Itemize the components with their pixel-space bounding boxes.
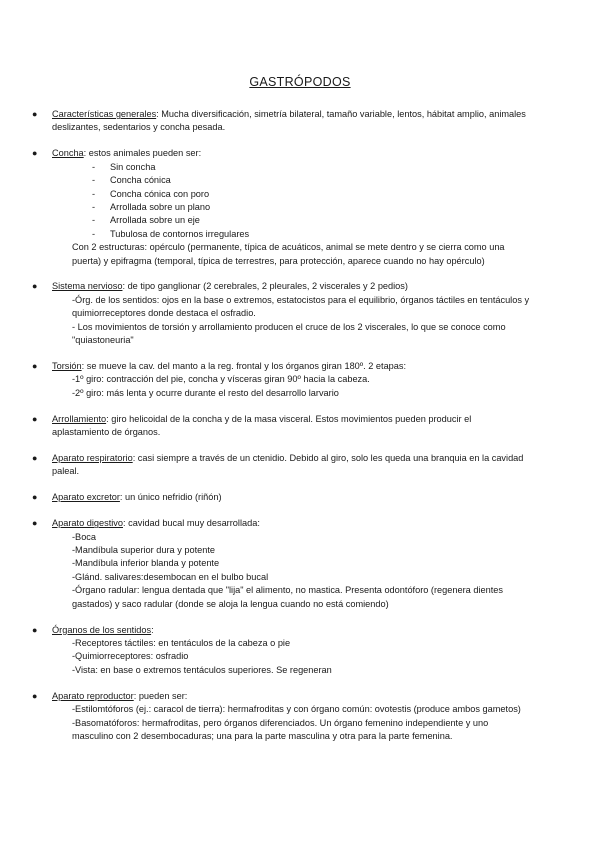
section-heading: Aparato excretor xyxy=(52,492,120,503)
sub-line: -Mandíbula superior dura y potente xyxy=(72,545,216,556)
bullet-icon: ● xyxy=(32,109,38,119)
section-heading: Sistema nervioso xyxy=(52,281,123,292)
sub-line: -Vista: en base o extremos tentáculos superiores. Se regeneran xyxy=(72,664,332,675)
section-heading: Arrollamiento xyxy=(52,413,107,424)
list-item: - Arrollada sobre un eje xyxy=(92,215,200,226)
section-text: : pueden ser: xyxy=(133,690,188,701)
section-arrollamiento xyxy=(30,413,530,440)
section-text: : casi siempre a través de un ctenidio. Debido al giro, solo les queda una branquia en la cavidad paleal. xyxy=(52,453,524,477)
section-text: : giro helicoidal de la concha y de la masa visceral. Estos movimientos pueden producir el aplastamiento de órganos. xyxy=(52,413,472,438)
section-text: : un único nefridio (riñón) xyxy=(119,492,222,503)
list-item: - Arrollada sobre un plano xyxy=(92,201,211,212)
sub-line: -Quimiorreceptores: osfradio xyxy=(72,651,189,662)
sub-line: -Glánd. salivares:desembocan en el bulbo bucal xyxy=(72,571,269,582)
bullet-icon: ● xyxy=(32,413,38,424)
concha-types-list xyxy=(52,161,530,241)
section-heading: Aparato respiratorio xyxy=(52,453,133,464)
section-caracteristicas xyxy=(30,108,530,135)
bullet-icon: ● xyxy=(32,518,38,529)
sub-line: -Basomatóforos: hermafroditas, pero órganos diferenciados. Un órgano femenino independiente y uno masculino con 2 desembocaduras; una para la parte masculina y otra para la parte femenina. xyxy=(72,717,489,741)
document-body xyxy=(30,108,530,756)
bullet-icon: ● xyxy=(32,492,38,503)
section-text: : se mueve la cav. del manto a la reg. frontal y los órganos giran 180º. 2 etapas: xyxy=(81,361,407,371)
list-item: - Tubulosa de contornos irregulares xyxy=(92,228,250,239)
sub-line: - Los movimientos de torsión y arrollamiento producen el cruce de los 2 viscerales, lo que se conoce como "quiastoneuria" xyxy=(72,321,506,346)
section-sistema-nervioso xyxy=(30,280,530,347)
sub-line: -Órgano radular: lengua dentada que "lija" el alimento, no mastica. Presenta odontóforo (regenera dientes gastados) y saco radular (donde se aloja la lengua cuando no está comiendo) xyxy=(72,585,503,609)
bullet-icon: ● xyxy=(32,690,38,701)
bullet-icon: ● xyxy=(32,148,38,159)
section-text: : xyxy=(151,624,154,635)
section-text: : estos animales pueden ser: xyxy=(83,148,202,159)
section-text: : Mucha diversificación, simetría bilateral, tamaño variable, lentos, hábitat amplio, animales deslizantes, sedentarios y concha pesada. xyxy=(52,109,526,133)
list-item: - Sin concha xyxy=(92,161,156,172)
section-heading: Características generales xyxy=(52,109,157,119)
list-item: - Concha cónica con poro xyxy=(92,188,210,199)
sub-line: -Estilomtóforos (ej.: caracol de tierra): hermafroditas y con órgano común: ovotestis (produce ambos gametos) xyxy=(72,704,521,715)
list-item: - Concha cónica xyxy=(92,175,171,186)
bullet-icon: ● xyxy=(32,624,38,635)
section-text: : cavidad bucal muy desarrollada: xyxy=(123,518,260,529)
section-concha xyxy=(30,147,530,268)
sub-line: -1º giro: contracción del pie, concha y vísceras giran 90º hacia la cabeza. xyxy=(72,374,370,385)
bullet-icon: ● xyxy=(32,361,38,371)
section-aparato-reproductor xyxy=(30,690,530,744)
section-heading: Órganos de los sentidos xyxy=(52,624,152,635)
section-heading: Concha xyxy=(52,148,84,159)
section-aparato-digestivo xyxy=(30,517,530,611)
bullet-icon: ● xyxy=(32,453,38,464)
section-torsion xyxy=(30,360,530,400)
sub-line: -Boca xyxy=(72,531,97,542)
bullet-icon: ● xyxy=(32,281,38,292)
section-aparato-excretor xyxy=(30,491,530,504)
sub-line: -Órg. de los sentidos: ojos en la base o extremos, estatocistos para el equilibrio, órganos táctiles en tentáculos y quimiorreceptores donde destaca el osfradio. xyxy=(72,294,530,319)
section-heading: Aparato reproductor xyxy=(52,690,134,701)
document-title: GASTRÓPODOS xyxy=(249,75,351,89)
sub-line: -Mandíbula inferior blanda y potente xyxy=(72,558,220,569)
sub-line: -Receptores táctiles: en tentáculos de la cabeza o pie xyxy=(72,638,291,648)
section-text: : de tipo ganglionar (2 cerebrales, 2 pleurales, 2 viscerales y 2 pedios) xyxy=(122,281,408,292)
concha-structures-text: Con 2 estructuras: opérculo (permanente, típica de acuáticos, animal se mete dentro y se cierra como una puerta) y epifragma (temporal, típica de terrestres, para protección, aparece cuando no hay opérculo) xyxy=(72,242,505,266)
section-aparato-respiratorio xyxy=(30,452,530,479)
section-organos-sentidos xyxy=(30,624,530,678)
section-heading: Torsión xyxy=(52,361,82,371)
section-heading: Aparato digestivo xyxy=(52,518,123,529)
sub-line: -2º giro: más lenta y ocurre durante el resto del desarrollo larvario xyxy=(72,387,339,398)
